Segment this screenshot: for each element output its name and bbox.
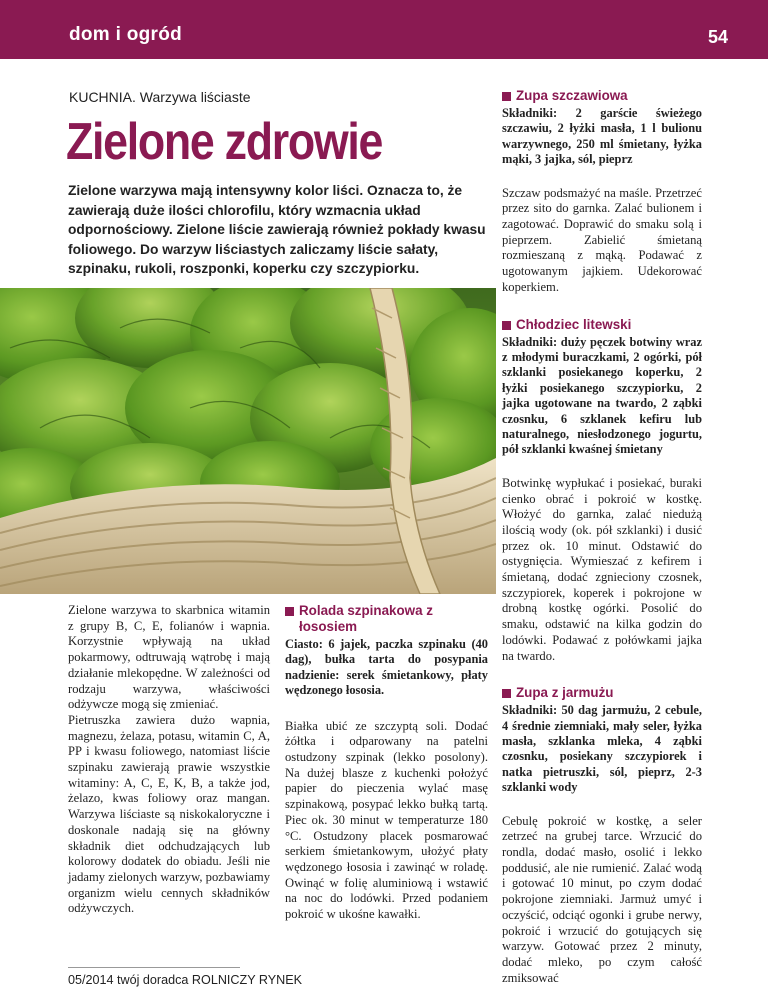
- intro-paragraph: Zielone warzywa to skarbnica witamin z grupy B, C, E, folianów i wapnia. Korzystnie wpływają na układ pokarmowy, odtruwają wątrobę i mają działanie mlekopędne. W zależności od rodzaju warzywa, właściwości odżywcze mogą się zmieniać.: [68, 603, 270, 712]
- intro-paragraph: Pietruszka zawiera dużo wapnia, magnezu, żelaza, potasu, witamin C, A, PP i kwasu foliowego, natomiast liście szpinaku zawierają prawie wszystkie witaminy: A, C, E, K, B, a także jod, żelazo, kwas foliowy oraz mangan. Warzywa liściaste są niskokaloryczne i doskonale nadają się na główny składnik diet odchudzających lub kolorowy dodatek do obiadu. Jeśli nie jadamy zielonych warzyw, pozbawiamy organizm wielu cennych składników odżywczych.: [68, 712, 271, 916]
- recipe-rolada: [285, 603, 488, 923]
- recipe-method: Szczaw podsmażyć na maśle. Przetrzeć przez sito do garnka. Zalać bulionem i zagotować. Doprawić do smaku solą i pieprzem. Zabielić śmietaną rozmieszaną z mąką. Podawać z ugotowanym jajkiem. Udekorować koperkiem.: [502, 185, 702, 294]
- recipe-method: Botwinkę wypłukać i posiekać, buraki cienko obrać i pokroić w kostkę. Włożyć do garnka, zalać niedużą ilością wody (ok. pół szklanki) i dusić przez ok. 10 minut. Odstawić do ostygnięcia. Wymieszać z kefirem i śmietaną, dodać zgnieciony czosnek, szczypiorek, koperek i pokrojone w drobną kostkę ogórki. Posolić do smaku, odstawić na kilka godzin do lodówki. Podawać z połówkami jajka na twardo.: [502, 475, 702, 663]
- square-bullet-icon: [502, 321, 511, 330]
- recipe-chlodziec: [502, 317, 702, 665]
- recipe-ingredients: Ciasto: 6 jajek, paczka szpinaku (40 dag), bułka tarta do posypania nadzienie: serek śmietankowy, płaty wędzonego łososia.: [285, 637, 488, 698]
- recipe-title: Zupa z jarmużu: [502, 685, 702, 701]
- section-title: dom i ogród: [69, 24, 183, 45]
- page-number: 54: [707, 27, 728, 47]
- article-lead: Zielone warzywa mają intensywny kolor liści. Oznacza to, że zawierają duże ilości chlorofilu, który wzmacnia układ odpornościowy. Zielone liście zawierają również pokłady kwasu foliowego. Do warzyw liściastych zaliczamy liście sałaty, szpinaku, rukoli, roszponki, koperku czy szczypiorku.: [68, 183, 486, 276]
- recipe-method: Białka ubić ze szczyptą soli. Dodać żółtka i odparowany na patelni ostudzony szpinak (lekko posolony). Na dużej blasze z kuchenki położyć papier do pieczenia wylać masę szpinakową, posypać lekko bułką tartą. Piec ok. 30 minut w temperaturze 180 °C. Ostudzony placek posmarować serkiem śmietankowym, ułożyć płaty wędzonego łososia i zawinąć w roladę. Owinąć w folię aluminiową i wstawić na noc do lodówki. Przed podaniem pokroić w ukośne kawałki.: [285, 718, 488, 922]
- recipe-ingredients: Składniki: 2 garście świeżego szczawiu, 2 łyżki masła, 1 l bulionu warzywnego, 250 ml śmietany, łyżka mąki, 3 jajka, sól, pieprz: [502, 106, 702, 167]
- article-title: Zielone zdrowie: [66, 113, 383, 171]
- recipe-zupa-jarmuz: [502, 685, 702, 986]
- square-bullet-icon: [502, 92, 511, 101]
- recipe-method: Cebulę pokroić w kostkę, a seler zetrzeć na grubej tarce. Wrzucić do rondla, dodać masło, osolić i lekko poddusić, ale nie rumienić. Zalać wodą i gotować 10 minut, po czym dodać pokrojone ziemniaki. Jarmuż umyć i oczyścić, odciąć ogonki i grube nerwy, pokroić i wrzucić do gotujących się warzyw. Gotować przez 2 minuty, dodać mleko, po czym całość zmiksować: [502, 813, 702, 985]
- page-footer: 05/2014 twój doradca ROLNICZY RYNEK: [68, 973, 303, 987]
- recipe-ingredients: Składniki: duży pęczek botwiny wraz z młodymi buraczkami, 2 ogórki, pół szklanki posiekanego koperku, 2 łyżki posiekanego szczypiorku, 2 jajka ugotowane na twardo, 2 ząbki czosnku, 6 szklanek kefiru lub naturalnego, niesłodzonego jogurtu, pół szklanki kwaśnej śmietany: [502, 334, 702, 457]
- spinach-basket-photo: [0, 288, 496, 594]
- square-bullet-icon: [285, 607, 294, 616]
- recipe-zupa-szczawiowa: [502, 88, 702, 296]
- square-bullet-icon: [502, 689, 511, 698]
- page-header: [0, 0, 768, 59]
- recipe-title: Zupa szczawiowa: [502, 88, 702, 104]
- kicker: KUCHNIA. Warzywa liściaste: [69, 89, 251, 105]
- recipes-column: [502, 88, 702, 986]
- recipe-title: Rolada szpinakowa z łososiem: [285, 603, 488, 635]
- recipe-ingredients: Składniki: 50 dag jarmużu, 2 cebule, 4 średnie ziemniaki, mały seler, łyżka masła, szklanka mleka, 4 ząbki czosnku, posiekany szczypiorek i natka pietruszki, sól, pieprz, 2-3 szklanki wody: [502, 703, 702, 795]
- footer-divider: [68, 967, 240, 968]
- intro-column: [68, 603, 270, 917]
- recipe-title: Chłodziec litewski: [502, 317, 702, 333]
